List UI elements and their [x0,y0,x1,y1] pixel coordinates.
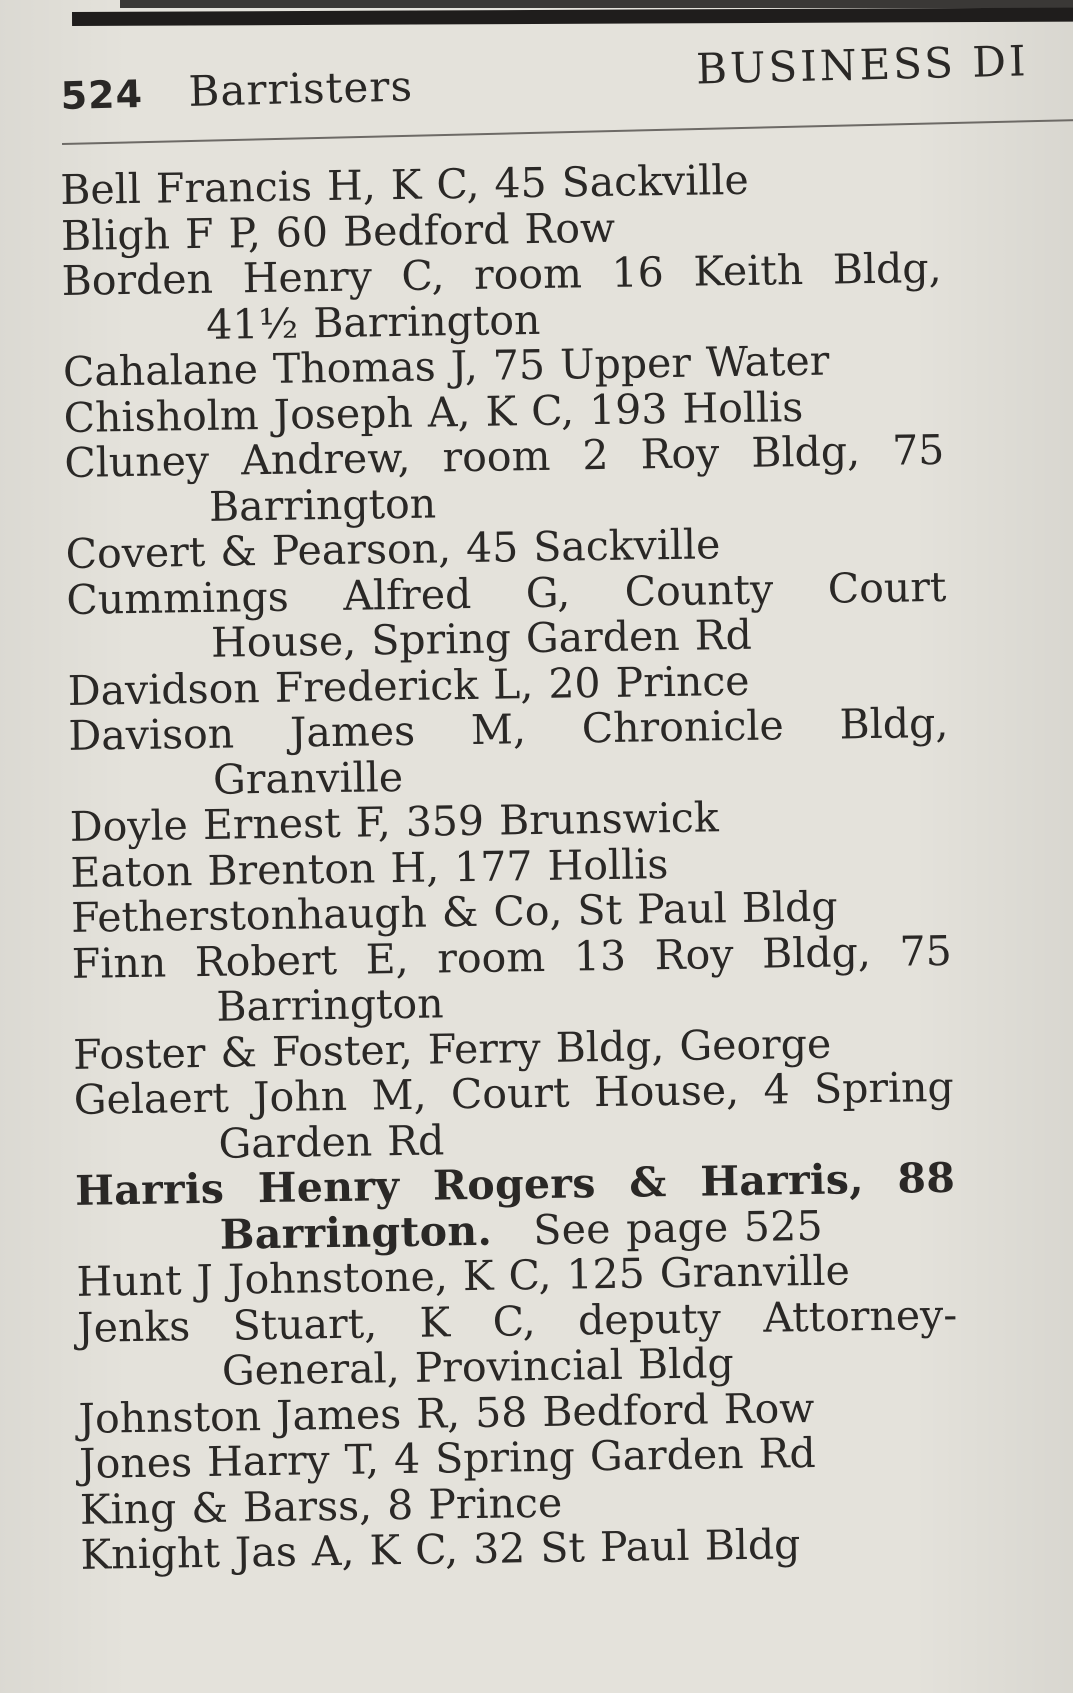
list-item [80,1520,961,1579]
list-item [66,564,947,668]
entry-name-line: Doyle Ernest F, 359 Brunswick [69,793,719,851]
list-item [73,1062,955,1169]
running-head [60,36,1073,120]
entry-name-line: Covert & Pearson, 45 Sackville [65,520,721,578]
list-item [71,928,952,1032]
entry-name-line: Jenks Stuart, K C, deputy Attorney- [76,1290,958,1352]
entry-name-line: Cluney Andrew, room 2 Roy Bldg, 75 [64,425,945,487]
entry-address-continuation: House, Spring Garden Rd [210,610,753,667]
entry-name-line: Harris Henry Rogers & Harris, 88 [74,1153,956,1215]
entry-name-line: Finn Robert E, room 13 Roy Bldg, 75 [71,926,953,988]
entry-name-line: Hunt J Johnstone, K C, 125 Granville [76,1246,851,1306]
section-title: Barristers [187,61,414,116]
entry-name-line: Cummings Alfred G, County Court [66,562,947,624]
entry-name-line: Borden Henry C, room 16 Keith Bldg, [61,243,942,305]
entry-address-continuation: General, Provincial Bldg [221,1339,735,1395]
entry-name-line: Gelaert John M, Court House, 4 Spring [73,1062,955,1124]
top-heavy-rule [72,8,1073,26]
directory-heading: BUSINESS DI [695,36,1030,94]
entry-name-line: Jones Harry T, 4 Spring Garden Rd [78,1428,817,1488]
entry-address-continuation: Barrington [208,478,437,531]
entry-address-continuation: 41½ Barrington [205,295,541,349]
list-item [74,1153,956,1260]
entry-name-line: Cahalane Thomas J, 75 Upper Water [62,336,830,396]
top-edge-rule-shadow [120,0,1073,8]
entry-name-line: Eaton Brenton H, 177 Hollis [70,839,669,897]
list-item [61,243,942,350]
entry-name-line: Johnston James R, 58 Bedford Row [78,1383,815,1443]
entry-name-line: Fetherstonhaugh & Co, St Paul Bldg [70,882,838,942]
list-item [68,698,949,805]
entry-name-line: Foster & Foster, Ferry Bldg, George [72,1019,832,1079]
entry-name-line: King & Barss, 8 Prince [79,1478,563,1534]
list-item [77,1292,958,1396]
entry-address-continuation: Barrington [216,979,444,1031]
entry-address-continuation: Garden Rd [218,1115,445,1168]
entry-name-line: Davidson Frederick L, 20 Prince [67,656,750,715]
header-rule [62,119,1073,145]
entry-name-line: Davison James M, Chronicle Bldg, [68,698,949,760]
entry-name-line: Chisholm Joseph A, K C, 193 Hollis [63,382,804,442]
see-page-reference: See page 525 [532,1201,824,1254]
list-item [64,425,945,532]
entry-name-line: Knight Jas A, K C, 32 St Paul Bldg [80,1520,801,1579]
entry-address-continuation: Barrington. [219,1206,493,1259]
entry-address-continuation: Granville [212,752,404,804]
page-number: 524 [60,71,144,118]
barrister-listing [60,155,961,1578]
entry-name-line: Bligh F P, 60 Bedford Row [60,203,616,260]
entry-name-line: Bell Francis H, K C, 45 Sackville [59,155,750,214]
